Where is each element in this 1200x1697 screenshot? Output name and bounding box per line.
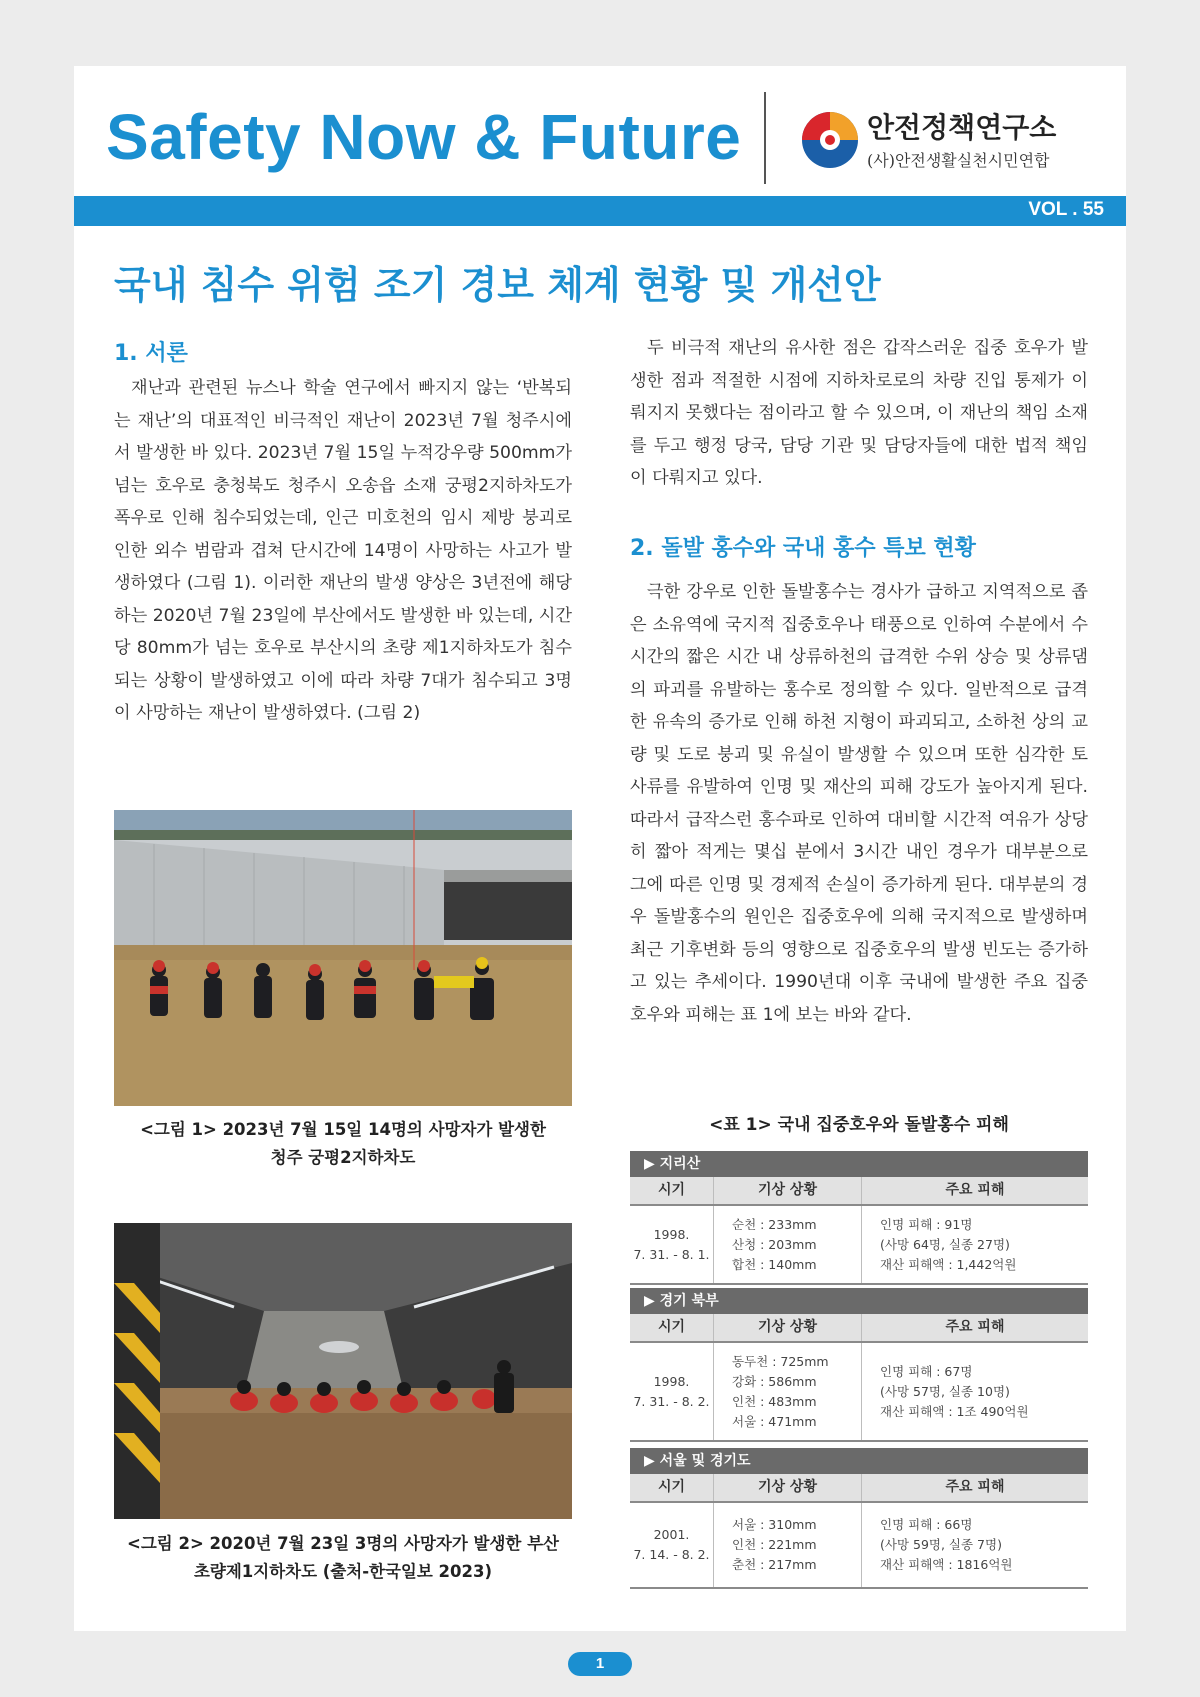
article-title: 국내 침수 위험 조기 경보 체계 현황 및 개선안 <box>114 263 881 307</box>
table-region-label: ▶ 경기 북부 <box>630 1288 1088 1314</box>
section1-paragraph: 재난과 관련된 뉴스나 학술 연구에서 빠지지 않는 ‘반복되는 재난’의 대표적인 비극적인 재난이 2023년 7월 청주시에서 발생한 바 있다. 2023년 7월 15일 누적강우량 500mm가 넘는 호우로 충청북도 청주시 오송읍 소재 궁평2지하차도가 폭우로 인해 침수되었는데, 인근 미호천의 임시 제방 붕괴로 인한 외수 범람과 겹쳐 단시간에 14명이 사망하는 사고가 발생하였다 (그림 1). 이러한 재난의 발생 양상은 3년전에 해당하는 2020년 7월 23일에 부산에서도 발생한 바 있는데, 시간당 80mm가 넘는 호우로 부산시의 초량 제1지하차도가 침수되는 상황이 발생하였고 이에 따라 차량 7대가 침수되고 3명이 사망하는 재난이 발생하였다. (그림 2) <box>114 378 572 723</box>
weather-line: 합천 : 140mm <box>732 1256 817 1272</box>
volume-label: VOL . 55 <box>1028 199 1104 220</box>
weather-line: 인천 : 483mm <box>732 1393 817 1409</box>
weather-line: 춘천 : 217mm <box>732 1557 817 1572</box>
period-cell <box>630 1206 714 1283</box>
damage-line: 재산 피해액 : 1,442억원 <box>880 1256 1017 1272</box>
weather-line: 산청 : 203mm <box>732 1236 817 1252</box>
period-cell <box>630 1343 714 1440</box>
figure1-photo <box>114 810 572 1106</box>
damage-cell <box>862 1343 1088 1440</box>
damage-line: 재산 피해액 : 1조 490억원 <box>880 1403 1029 1419</box>
damage-line: (사망 64명, 실종 27명) <box>880 1236 1010 1252</box>
table-region-jirisan <box>630 1151 1088 1285</box>
section2-paragraph: 극한 강우로 인한 돌발홍수는 경사가 급하고 지역적으로 좁은 소유역에 국지적 집중호우나 태풍으로 인하여 수분에서 수 시간의 짧은 시간 내 상류하천의 급격한 수위 상승 및 상류댐의 파괴를 유발하는 홍수로 정의할 수 있다. 일반적으로 급격한 유속의 증가로 인해 하천 지형이 파괴되고, 소하천 상의 교량 및 도로 붕괴 및 유실이 발생할 수 있으며 또한 심각한 토사류를 유발하여 인명 및 재산의 피해 강도가 높아지게 된다. 따라서 급작스런 홍수파로 인하여 대비할 시간적 여유가 상당히 짧아 적게는 몇십 분에서 3시간 내인 경우가 대부분으로 그에 따른 인명 및 경제적 손실이 증가하게 된다. 대부분의 경우 돌발홍수의 원인은 집중호우에 의해 국지적으로 발생하며 최근 기후변화 등의 영향으로 집중호우의 발생 빈도는 증가하고 있는 추세이다. 1990년대 이후 국내에 발생한 주요 집중호우와 피해는 표 1에 보는 바와 같다. <box>630 582 1088 1025</box>
weather-line: 인천 : 221mm <box>732 1537 817 1552</box>
weather-cell <box>714 1343 862 1440</box>
table-region-label: ▶ 지리산 <box>630 1151 1088 1177</box>
figure1-caption-line1: <그림 1> 2023년 7월 15일 14명의 사망자가 발생한 <box>140 1120 546 1139</box>
period-line: 7. 14. - 8. 2. <box>633 1547 710 1562</box>
period-line: 7. 31. - 8. 1. <box>633 1246 710 1262</box>
column-header-damage: 주요 피해 <box>945 1182 1005 1198</box>
section2-heading: 2. 돌발 홍수와 국내 홍수 특보 현황 <box>630 536 976 561</box>
column-header-period: 시기 <box>630 1314 714 1341</box>
column-header-damage: 주요 피해 <box>945 1479 1005 1495</box>
table-row <box>630 1206 1088 1285</box>
weather-line: 서울 : 471mm <box>732 1413 817 1429</box>
table-row <box>630 1503 1088 1589</box>
damage-cell <box>862 1206 1088 1283</box>
column-header-period: 시기 <box>630 1177 714 1204</box>
weather-line: 서울 : 310mm <box>732 1517 817 1532</box>
figure1-caption <box>114 1116 572 1172</box>
table-header-row <box>630 1314 1088 1343</box>
table-region-seoul-gyeonggi <box>630 1448 1088 1589</box>
table-region-gyeonggi-north <box>630 1288 1088 1442</box>
period-line: 1998. <box>653 1373 690 1389</box>
figure2-caption-line2: 초량제1지하차도 (출처-한국일보 2023) <box>193 1562 493 1581</box>
column-header-weather: 기상 상황 <box>714 1177 862 1204</box>
org-name: 안전정책연구소 <box>867 111 1057 144</box>
column-header-period: 시기 <box>630 1474 714 1501</box>
weather-line: 동두천 : 725mm <box>732 1353 829 1369</box>
masthead-title: Safety Now & Future <box>106 101 742 173</box>
table-title: <표 1> 국내 집중호우와 돌발홍수 피해 <box>709 1115 1009 1135</box>
flooded-tunnel-rescue-image <box>114 1223 572 1519</box>
document-page <box>74 66 1126 1631</box>
page-number: 1 <box>568 1652 632 1676</box>
institute-logo-icon <box>800 110 860 170</box>
damage-line: 인명 피해 : 67명 <box>880 1363 973 1379</box>
damage-line: 인명 피해 : 91명 <box>880 1216 973 1232</box>
figure2-caption <box>114 1530 572 1586</box>
figure2-caption-line1: <그림 2> 2020년 7월 23일 3명의 사망자가 발생한 부산 <box>127 1534 559 1553</box>
weather-line: 강화 : 586mm <box>732 1373 817 1389</box>
section1-heading: 1. 서론 <box>114 341 188 366</box>
damage-line: (사망 57명, 실종 10명) <box>880 1383 1010 1399</box>
weather-line: 순천 : 233mm <box>732 1216 817 1232</box>
damage-cell <box>862 1503 1088 1587</box>
volume-bar <box>74 196 1126 226</box>
period-line: 7. 31. - 8. 2. <box>633 1393 710 1409</box>
table-region-label: ▶ 서울 및 경기도 <box>630 1448 1088 1474</box>
damage-line: (사망 59명, 실종 7명) <box>880 1537 1002 1552</box>
damage-line: 인명 피해 : 66명 <box>880 1517 973 1532</box>
column-header-weather: 기상 상황 <box>714 1314 862 1341</box>
period-cell <box>630 1503 714 1587</box>
masthead-divider <box>764 92 766 184</box>
figure2-photo <box>114 1223 572 1519</box>
weather-cell <box>714 1503 862 1587</box>
column-header-weather: 기상 상황 <box>714 1474 862 1501</box>
weather-cell <box>714 1206 862 1283</box>
flooded-underpass-rescue-image <box>114 810 572 1106</box>
table-header-row <box>630 1474 1088 1503</box>
table-row <box>630 1343 1088 1442</box>
damage-line: 재산 피해액 : 1816억원 <box>880 1557 1013 1572</box>
org-subtitle: (사)안전생활실천시민연합 <box>867 151 1050 170</box>
figure1-caption-line2: 청주 궁평2지하차도 <box>270 1148 416 1167</box>
period-line: 2001. <box>653 1527 690 1542</box>
section1-paragraph-continued: 두 비극적 재난의 유사한 점은 갑작스러운 집중 호우가 발생한 점과 적절한 시점에 지하차로로의 차량 진입 통제가 이뤄지지 못했다는 점이라고 할 수 있으며, 이 재난의 책임 소재를 두고 행정 당국, 담당 기관 및 담당자들에 대한 법적 책임이 다뤄지고 있다. <box>630 338 1088 488</box>
table-header-row <box>630 1177 1088 1206</box>
period-line: 1998. <box>653 1226 690 1242</box>
column-header-damage: 주요 피해 <box>945 1319 1005 1335</box>
